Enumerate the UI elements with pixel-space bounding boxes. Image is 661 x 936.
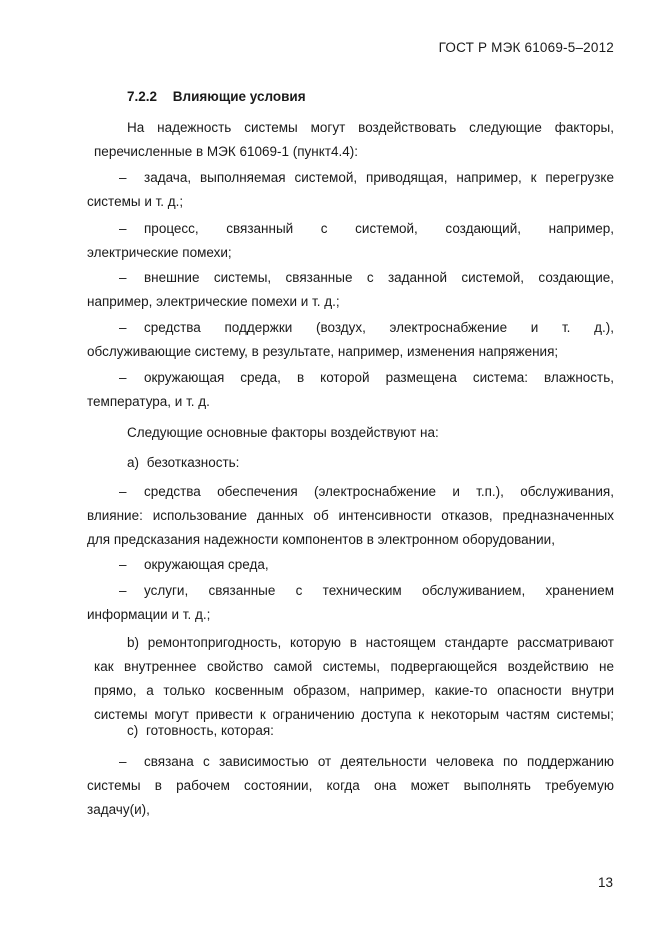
page-header: ГОСТ Р МЭК 61069-5–2012 [438,40,614,55]
intro-line-2: перечисленные в МЭК 61069-1 (пункт4.4): [94,144,359,159]
item-c-text: готовность, которая: [146,723,274,738]
intro-line-1: На надежность системы могут воздействовать следующие факторы, [127,120,614,135]
factor-item [87,266,614,314]
dash-marker: – [119,170,127,185]
item-b-line-3: прямо, а только косвенным образом, например, какие-то опасности внутри [94,683,614,698]
factor-text-line-2: температура, и т. д. [87,394,210,409]
intro-paragraph [87,116,614,164]
item-text-line-1: средства обеспечения (электроснабжение и т.п.), обслуживания, [144,484,614,499]
item-text-line-2: влияние: использование данных об интенсивности отказов, предназначенных [87,508,614,523]
item-a-text: безотказность: [146,455,240,470]
section-title: Влияющие условия [172,89,306,104]
dash-marker: – [119,754,127,769]
item-c-label: с) [127,723,139,738]
item-text-line-2: информации и т. д.; [87,607,211,622]
factor-item [87,316,614,364]
dash-marker: – [119,270,127,285]
factor-text-line-2: электрические помехи; [87,245,232,260]
factor-text-line-1: средства поддержки (воздух, электроснабжение и т. д.), [144,320,614,335]
item-a-dash-item [87,480,614,552]
item-b-line-2: как внутреннее свойство самой системы, подвергающейся воздействию не [94,659,614,674]
item-text-line-2: системы в рабочем состоянии, когда она может выполнять требуемую [87,778,614,793]
item-text-line-1: связана с зависимостью от деятельности человека по поддержанию [144,754,614,769]
item-b-label: b) [127,635,140,650]
factor-text-line-2: системы и т. д.; [87,194,184,209]
dash-marker: – [119,583,127,598]
factor-text-line-1: внешние системы, связанные с заданной системой, создающие, [144,270,614,285]
dash-marker: – [119,221,127,236]
page-number: 13 [597,875,613,890]
factor-text-line-2: например, электрические помехи и т. д.; [87,294,340,309]
item-a-dash-item [87,579,614,627]
dash-marker: – [119,370,127,385]
item-text-line-1: услуги, связанные с техническим обслуживанием, хранением [144,583,614,598]
item-text-line-3: для предсказания надежности компонентов в электронном оборудовании, [87,532,555,547]
item-b-line-1: ремонтопригодность, которую в настоящем стандарте рассматривают [147,635,614,650]
item-text-line-3: задачу(и), [87,802,150,817]
item-b-line-4: системы могут привести к ограничению доступа к некоторым частям системы; [94,707,614,722]
section-heading [127,89,306,104]
item-b [87,631,614,727]
item-a-dash-item [87,553,614,577]
factor-text-line-1: окружающая среда, в которой размещена система: влажность, [144,370,614,385]
factor-text-line-2: обслуживающие систему, в результате, например, изменения напряжения; [87,344,559,359]
item-a [127,455,239,470]
item-a-label: а) [127,455,140,470]
factor-text-line-1: задача, выполняемая системой, приводящая, например, к перегрузке [144,170,614,185]
item-text-line-1: окружающая среда, [144,557,269,572]
dash-marker: – [119,557,127,572]
item-c [127,723,274,738]
item-c-dash-item [87,750,614,822]
section-number: 7.2.2 [127,89,158,104]
main-factors-intro: Следующие основные факторы воздействуют на: [127,425,439,440]
factor-item [87,366,614,414]
factor-item [87,217,614,265]
dash-marker: – [119,484,127,499]
factor-text-line-1: процесс, связанный с системой, создающий, например, [144,221,614,236]
dash-marker: – [119,320,127,335]
factor-item [87,166,614,214]
